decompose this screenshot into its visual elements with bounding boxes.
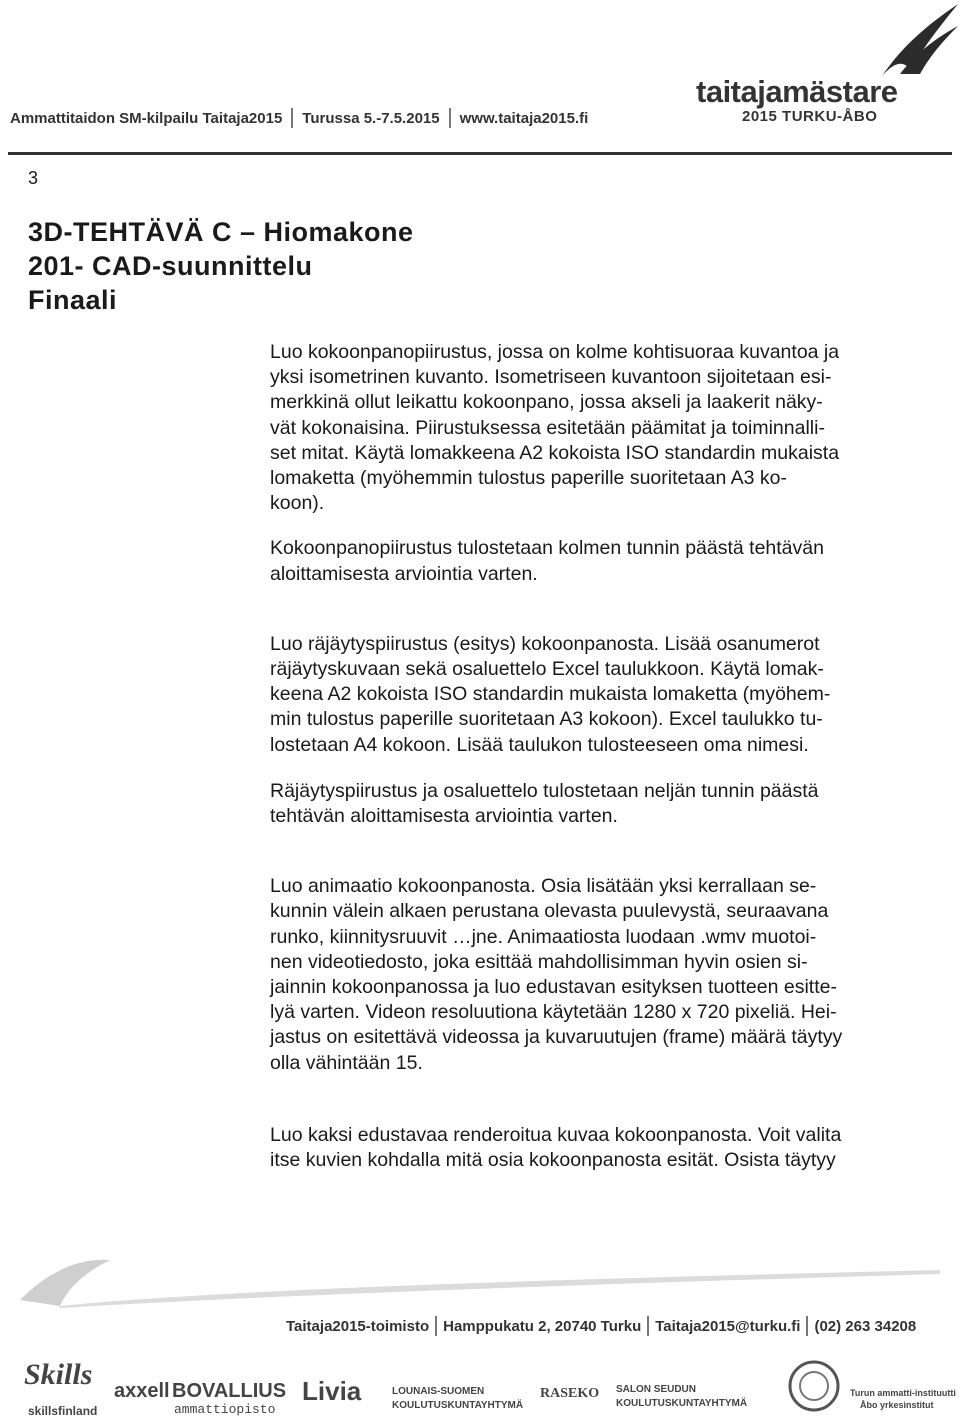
logo-skillsfinland: skillsfinland [28, 1404, 98, 1418]
office-phone: (02) 263 34208 [814, 1317, 917, 1335]
title-line-stage: Finaali [28, 285, 118, 315]
logo-bovallius-sub: ammattiopisto [174, 1402, 276, 1417]
paragraph-assembly-print-deadline: Kokoonpanopiirustus tulostetaan kolmen tunnin päästä tehtävän aloittamisesta arviointia varten. [270, 537, 824, 585]
paragraph-renders: Luo kaksi edustavaa renderoitua kuvaa kokoonpanosta. Voit valita itse kuvien kohdalla mitä osia kokoonpanosta esität. Osista täytyy [270, 1123, 842, 1172]
footer-separator [806, 1316, 808, 1336]
logo-salon-seudun: SALON SEUDUN [616, 1384, 697, 1395]
seal-emblem-icon [788, 1356, 840, 1416]
paragraph-exploded-drawing: Luo räjäytyspiirustus (esitys) kokoonpanosta. Lisää osanumerot räjäytyskuvaan sekä osaluettelo Excel taulukkoon. Käytä lomak- keena A2 kokoista ISO standardin mukaista lomaketta (myöhem- min tulostus paperille suoritetaan A3 kokoon). Excel taulukko tu- lostetaan A4 kokoon. Lisää taulukon tulosteeseen oma nimesi. [270, 632, 831, 756]
paragraph-assembly-drawing: Luo kokoonpanopiirustus, jossa on kolme kohtisuoraa kuvantoa ja yksi isometrinen kuvanto. Isometriseen kuvantoon sijoitetaan esi- merkkinä ollut leikattu kokoonpano, jossa akseli ja laakerit näky- vät kokonaisina. Piirustuksessa esitetään päämitat ja toiminnalli- set mitat. Käytä lomakkeena A2 kokoista ISO standardin mukaista lomaketta (myöhemmin tulostus paperille suoritetaan A3 ko- koon). [270, 341, 840, 515]
footer-separator [647, 1316, 649, 1336]
footer-contact-line [286, 1316, 916, 1336]
page-footer [0, 1250, 960, 1423]
logo-salon-seudun-sub: KOULUTUSKUNTAYHTYMÄ [616, 1398, 748, 1409]
logo-raseko: RASEKO [540, 1386, 600, 1401]
logo-abo-yrkesinstitut: Åbo yrkesinstitut [860, 1400, 934, 1410]
logo-skills: Skills [24, 1358, 93, 1391]
logo-lounais-suomen-sub: KOULUTUSKUNTAYHTYMÄ [392, 1400, 524, 1411]
task-description [270, 340, 940, 1173]
header-divider [8, 152, 952, 155]
logo-axxell: axxell [114, 1380, 170, 1402]
logo-lounais-suomen: LOUNAIS-SUOMEN [392, 1386, 485, 1397]
header-separator [449, 108, 451, 128]
document-title [28, 215, 414, 317]
paragraph-animation: Luo animaatio kokoonpanosta. Osia lisätään yksi kerrallaan se- kunnin välein alkaen perustana olevasta puulevystä, seuraavana runko, kiinnitysruuvit …jne. Animaatiosta luodaan .wmv muotoi- nen videotiedosto, joka esittää mahdollisimman hyvin osien si- jainnin kokoonpanossa ja luo edustavan esityksen tuotteen esitte- lyä varten. Videon resoluutiona käytetään 1280 x 720 pixeliä. Hei- jastus on esitettävä videossa ja kuvaruutujen (frame) määrä täytyy olla vähintään 15. [270, 875, 843, 1074]
header-separator [291, 108, 293, 128]
logo-bovallius: BOVALLIUS [172, 1380, 287, 1402]
logo-livia: Livia [302, 1376, 362, 1406]
title-line-task: 3D-TEHTÄVÄ C – Hiomakone [28, 217, 414, 247]
page-header [0, 0, 960, 160]
footer-separator [435, 1316, 437, 1336]
event-info-line [10, 108, 588, 128]
sponsor-logos [24, 1354, 956, 1420]
event-name: Ammattitaidon SM-kilpailu Taitaja2015 [10, 109, 283, 127]
event-dates: Turussa 5.-7.5.2015 [302, 109, 440, 127]
footer-swoosh-decoration-icon [20, 1250, 940, 1310]
brand-logo-text: taitajamästare [696, 74, 898, 109]
office-email-link[interactable]: Taitaja2015@turku.fi [655, 1317, 801, 1335]
office-name: Taitaja2015-toimisto [286, 1317, 430, 1335]
taitaja-swoosh-logo-icon [880, 0, 960, 80]
page-number: 3 [28, 168, 39, 188]
brand-subtitle: 2015 TURKU-ÅBO [742, 108, 878, 125]
title-line-category: 201- CAD-suunnittelu [28, 251, 313, 281]
paragraph-exploded-print-deadline: Räjäytyspiirustus ja osaluettelo tulostetaan neljän tunnin päästä tehtävän aloittamisesta arviointia varten. [270, 779, 819, 828]
office-address: Hamppukatu 2, 20740 Turku [443, 1317, 642, 1335]
event-website-link[interactable]: www.taitaja2015.fi [459, 109, 589, 127]
logo-turun-ammatti-instituutti: Turun ammatti-instituutti [850, 1388, 956, 1398]
